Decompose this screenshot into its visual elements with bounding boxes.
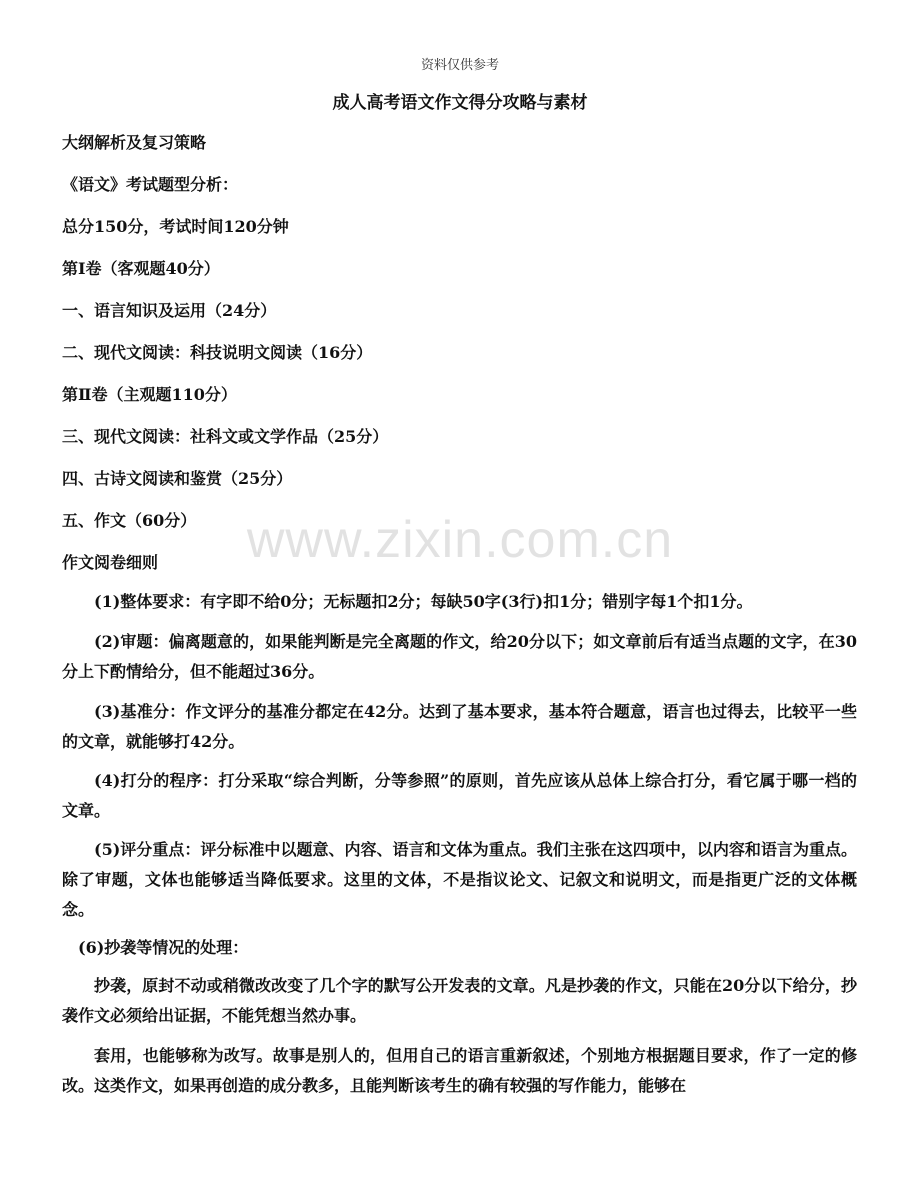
analysis-heading: 《语文》考试题型分析： bbox=[62, 175, 239, 194]
rule-paragraph: (2)审题：偏离题意的，如果能判断是完全离题的作文，给20分以下；如文章前后有适当点题的文字，在30分上下酌情给分，但不能超过36分。 bbox=[62, 632, 857, 681]
exam-item-1: 一、语言知识及运用（24分） bbox=[62, 301, 277, 320]
plagiarism-paragraph: 抄袭，原封不动或稍微改改变了几个字的默写公开发表的文章。凡是抄袭的作文，只能在20分以下给分，抄袭作文必须给出证据，不能凭想当然办事。 bbox=[62, 976, 857, 1025]
volume-1-heading: 第Ⅰ卷（客观题40分） bbox=[62, 259, 220, 278]
section-heading: 大纲解析及复习策略 bbox=[62, 133, 207, 152]
document-title: 成人高考语文作文得分攻略与素材 bbox=[332, 93, 588, 113]
rule-paragraph: (3)基准分：作文评分的基准分都定在42分。达到了基本要求，基本符合题意，语言也过得去，比较平一些的文章，就能够打42分。 bbox=[62, 702, 857, 751]
total-score-line: 总分150分，考试时间120分钟 bbox=[62, 217, 289, 236]
exam-item-3: 三、现代文阅读：社科文或文学作品（25分） bbox=[62, 427, 389, 446]
exam-item-2: 二、现代文阅读：科技说明文阅读（16分） bbox=[62, 343, 373, 362]
page-header-note: 资料仅供参考 bbox=[420, 58, 499, 73]
exam-item-4: 四、古诗文阅读和鉴赏（25分） bbox=[62, 469, 293, 488]
rule-6-heading: (6)抄袭等情况的处理： bbox=[78, 938, 249, 957]
site-watermark: www.zixin.com.cn bbox=[246, 511, 674, 569]
rules-heading: 作文阅卷细则 bbox=[62, 553, 159, 572]
rule-paragraph: (1)整体要求：有字即不给0分；无标题扣2分；每缺50字(3行)扣1分；错别字每1个扣1分。 bbox=[94, 592, 753, 611]
rule-paragraph: (4)打分的程序：打分采取“综合判断，分等参照”的原则，首先应该从总体上综合打分，看它属于哪一档的文章。 bbox=[62, 771, 857, 820]
rule-paragraph: (5)评分重点：评分标准中以题意、内容、语言和文体为重点。我们主张在这四项中，以内容和语言为重点。除了审题，文体也能够适当降低要求。这里的文体，不是指议论文、记叙文和说明文，而是指更广泛的文体概念。 bbox=[62, 840, 857, 919]
adaptation-paragraph: 套用，也能够称为改写。故事是别人的，但用自己的语言重新叙述，个别地方根据题目要求，作了一定的修改。这类作文，如果再创造的成分教多，且能判断该考生的确有较强的写作能力，能够在 bbox=[62, 1046, 857, 1095]
exam-item-5: 五、作文（60分） bbox=[62, 511, 197, 530]
volume-2-heading: 第Ⅱ卷（主观题110分） bbox=[62, 385, 237, 404]
